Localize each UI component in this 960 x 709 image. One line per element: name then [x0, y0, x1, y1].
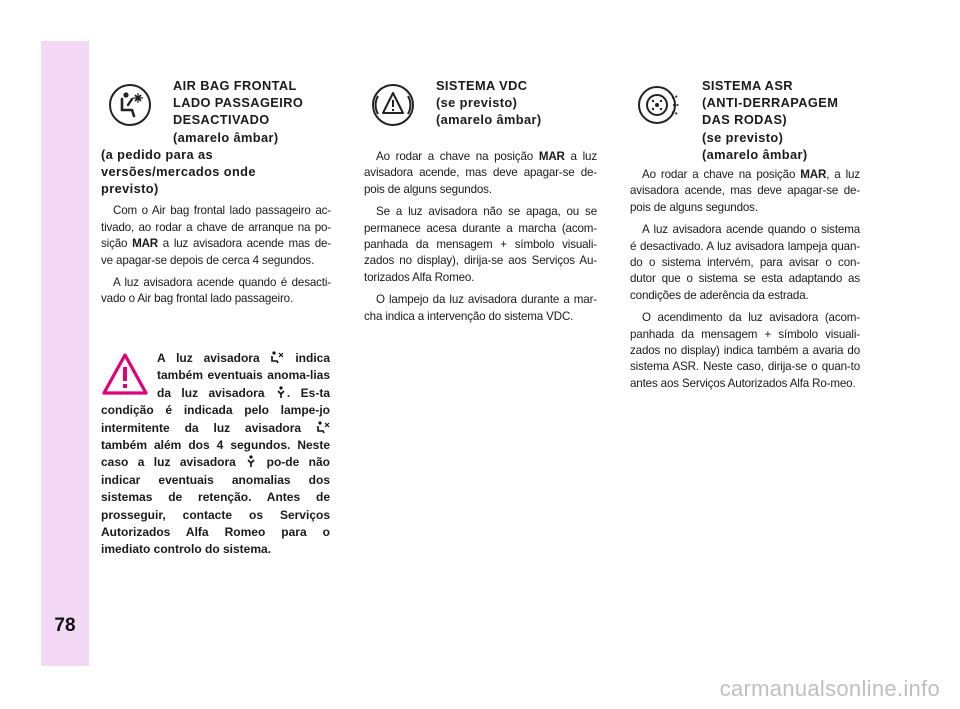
airbag-heading: AIR BAG FRONTAL LADO PASSAGEIRO DESACTIVADO (amarelo âmbar) — [173, 78, 304, 145]
vdc-paragraph-2: Se a luz avisadora não se apaga, ou se permanece acesa durante a marcha (acom-panhada da mensagem + símbolo visuali-zados no display), dirija-se aos Serviços Au-torizados Alfa Romeo. — [364, 205, 597, 284]
airbag-section — [101, 77, 331, 314]
asr-wheel-icon — [630, 81, 688, 129]
airbag-paragraph-1: Com o Air bag frontal lado passageiro ac-tivado, ao rodar a chave de arranque na po-sição MAR a luz avisadora acende mas de-ve apagar-se depois de cerca 4 segundos. — [101, 204, 331, 267]
asr-section — [630, 77, 860, 398]
asr-heading: SISTEMA ASR (ANTI-DERRAPAGEM DAS RODAS) (se previsto) (amarelo âmbar) — [702, 78, 839, 162]
airbag-off-icon — [101, 81, 159, 129]
sidebar-band — [41, 41, 89, 666]
warning-triangle-icon — [101, 352, 151, 400]
page-number: 78 — [54, 615, 76, 636]
restraint-symbol-icon — [275, 386, 287, 399]
asr-paragraph-1: Ao rodar a chave na posição MAR, a luz avisadora acende, mas deve apagar-se de-pois de alguns segundos. — [630, 168, 860, 214]
airbag-symbol-icon — [270, 351, 284, 364]
asr-paragraph-3: O acendimento da luz avisadora (acom-panhada da mensagem + símbolo visuali-zados no display) indica também a avaria do sistema ASR. Neste caso, dirija-se o quan-to antes aos Serviços Autorizados Alfa Ro-meo. — [630, 311, 860, 390]
vdc-paragraph-3: O lampejo da luz avisadora durante a mar-cha indica a intervenção do sistema VDC. — [364, 293, 597, 323]
restraint-symbol-icon — [245, 455, 257, 468]
vdc-warning-icon — [364, 81, 422, 129]
warning-note: A luz avisadora indica também eventuais anoma-lias da luz avisadora . Es-ta condição é indicada pelo lampe-jo intermitente da luz avisadora também além dos 4 segundos. Neste caso a luz avisadora po-de não indicar eventuais anomalias dos sistemas de retenção. Antes de prosseguir, contacte os Serviços Autorizados Alfa Romeo para o imediato controlo do sistema. — [101, 351, 331, 557]
vdc-section — [364, 77, 597, 331]
airbag-paragraph-2: A luz avisadora acende quando é desacti-vado o Air bag frontal lado passageiro. — [101, 276, 331, 306]
vdc-heading: SISTEMA VDC (se previsto) (amarelo âmbar) — [436, 78, 542, 128]
watermark: carmanualsonline.info — [719, 676, 940, 701]
asr-paragraph-2: A luz avisadora acende quando o sistema é desactivado. A luz avisadora lampeja quan-do o sistema intervém, para avisar o con-dutor que o sistema se esta adaptando as condições de aderência da estrada. — [630, 223, 860, 302]
airbag-heading-cont: (a pedido para as versões/mercados onde previsto) — [101, 146, 256, 197]
vdc-paragraph-1: Ao rodar a chave na posição MAR a luz avisadora acende, mas deve apagar-se de-pois de alguns segundos. — [364, 150, 597, 196]
airbag-symbol-icon — [316, 421, 330, 434]
